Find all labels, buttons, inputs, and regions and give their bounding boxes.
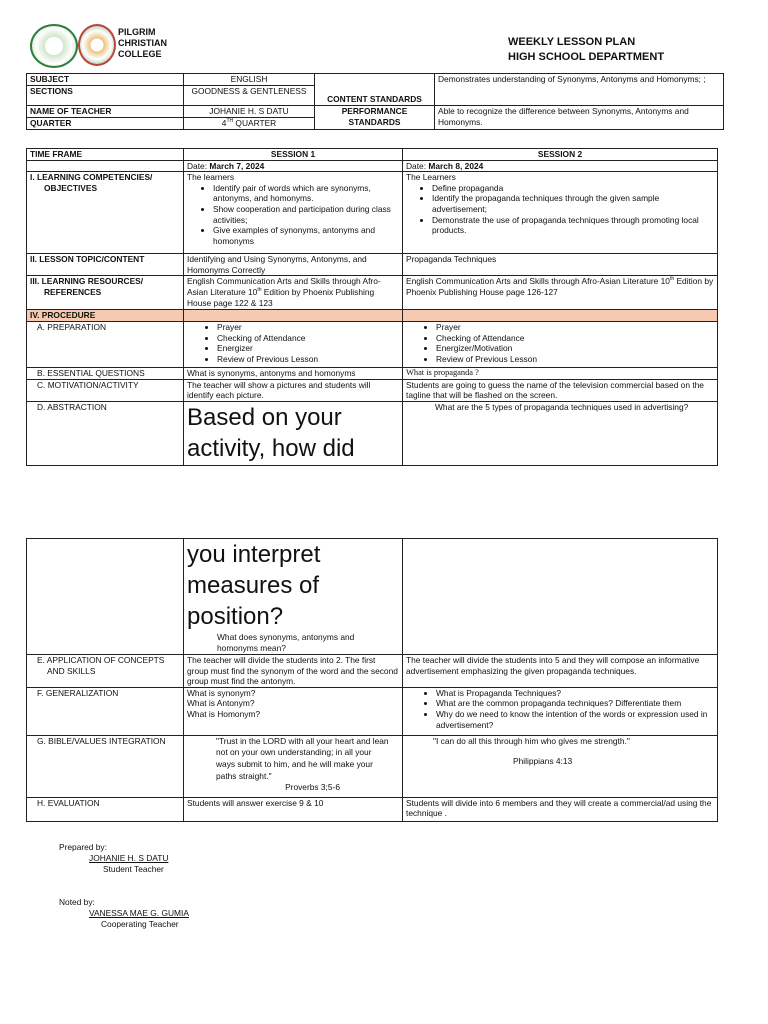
session2-bible-verse: "I can do all this through him who gives me strength." Philippians 4:13	[403, 735, 718, 797]
session1-objectives: The learners • Identify pair of words which are synonyms, antonyms, and homonyms. • Show cooperation and participation during class activities; • Give examples of synonyms, antonyms and homonyms	[184, 172, 403, 254]
application-label: E. APPLICATION OF CONCEPTS AND SKILLS	[27, 655, 184, 688]
procedure-empty-2	[403, 310, 718, 322]
essential-questions-label: B. ESSENTIAL QUESTIONS	[27, 367, 184, 379]
session1-essential-question: What is synonyms, antonyms and homonyms	[184, 367, 403, 379]
noted-by-block	[59, 897, 189, 930]
objectives-label: I. LEARNING COMPETENCIES/ OBJECTIVES	[27, 172, 184, 254]
session1-generalization: What is synonym? What is Antonym? What is Homonym?	[184, 687, 403, 735]
session1-bible-verse: "Trust in the LORD with all your heart and lean not on your own understanding; in all your ways submit to him, and he will make your paths straight." Proverbs 3;5-6	[184, 735, 403, 797]
noted-by-label: Noted by:	[59, 897, 95, 907]
evaluation-label: H. EVALUATION	[27, 797, 184, 821]
session1-evaluation: Students will answer exercise 9 & 10	[184, 797, 403, 821]
abstraction-label: D. ABSTRACTION	[27, 401, 184, 465]
quarter-label: QUARTER	[27, 118, 184, 130]
noted-by-name: VANESSA MAE G. GUMIA	[89, 908, 189, 918]
lesson-plan-table-continued	[26, 538, 718, 822]
topic-label: II. LESSON TOPIC/CONTENT	[27, 254, 184, 276]
procedure-label: IV. PROCEDURE	[27, 310, 184, 322]
session2-motivation: Students are going to guess the name of the television commercial based on the tagline that will be flashed on the screen.	[403, 379, 718, 401]
session1-topic: Identifying and Using Synonyms, Antonyms, and Homonyms Correctly	[184, 254, 403, 276]
session2-header: SESSION 2	[403, 149, 718, 161]
teacher-value: JOHANIE H. S DATU	[184, 106, 315, 118]
session2-topic: Propaganda Techniques	[403, 254, 718, 276]
session1-abstraction: Based on your activity, how did	[184, 401, 403, 465]
session2-abstraction: What are the 5 types of propaganda techniques used in advertising?	[403, 401, 718, 465]
sections-value: GOODNESS & GENTLENESS	[184, 86, 315, 106]
prepared-by-block	[59, 842, 168, 875]
teacher-label: NAME OF TEACHER	[27, 106, 184, 118]
bible-integration-label: G. BIBLE/VALUES INTEGRATION	[27, 735, 184, 797]
session1-preparation: • Prayer • Checking of Attendance • Energizer • Review of Previous Lesson	[184, 321, 403, 367]
date-empty-cell	[27, 160, 184, 172]
subject-value: ENGLISH	[184, 74, 315, 86]
quarter-value: 4TH QUARTER	[184, 118, 315, 130]
school-name: PILGRIM CHRISTIAN COLLEGE	[118, 27, 167, 59]
content-standards-label: CONTENT STANDARDS	[315, 74, 435, 106]
content-standards-value: Demonstrates understanding of Synonyms, Antonyms and Homonyms; ;	[435, 74, 724, 106]
session1-date: Date: March 7, 2024	[184, 160, 403, 172]
college-crest-logo	[78, 24, 116, 66]
sections-label: SECTIONS	[27, 86, 184, 106]
session2-date: Date: March 8, 2024	[403, 160, 718, 172]
session1-abstraction-continued: you interpret measures of position? What does synonyms, antonyms and homonyms mean?	[184, 539, 403, 655]
session2-generalization: • What is Propaganda Techniques? • What are the common propaganda techniques? Differentiate them • Why do we need to know the intention of the words or expression used in advertisement?	[403, 687, 718, 735]
session2-preparation: • Prayer • Checking of Attendance • Energizer/Motivation • Review of Previous Lesson	[403, 321, 718, 367]
info-table	[26, 73, 724, 130]
session2-objectives: The Learners • Define propaganda • Identify the propaganda techniques through the given sample advertisement; • Demonstrate the use of propaganda techniques through promoting local products.	[403, 172, 718, 254]
noted-by-role: Cooperating Teacher	[101, 919, 179, 929]
subject-label: SUBJECT	[27, 74, 184, 86]
performance-standards-value: Able to recognize the difference between Synonyms, Antonyms and Homonyms.	[435, 106, 724, 130]
prepared-by-role: Student Teacher	[103, 864, 164, 874]
session2-essential-question: What is propaganda ?	[403, 367, 718, 379]
performance-standards-label: PERFORMANCE STANDARDS	[315, 106, 435, 130]
session2-evaluation: Students will divide into 6 members and they will create a commercial/ad using the technique .	[403, 797, 718, 821]
lesson-plan-table	[26, 148, 718, 466]
session2-abstraction-continued	[403, 539, 718, 655]
session2-resources: English Communication Arts and Skills through Afro-Asian Literature 10th Edition by Phoenix Publishing House page 126-127	[403, 276, 718, 310]
abstraction-label-continued	[27, 539, 184, 655]
procedure-empty-1	[184, 310, 403, 322]
session1-motivation: The teacher will show a pictures and students will identify each picture.	[184, 379, 403, 401]
motivation-label: C. MOTIVATION/ACTIVITY	[27, 379, 184, 401]
preparation-label: A. PREPARATION	[27, 321, 184, 367]
prepared-by-name: JOHANIE H. S DATU	[89, 853, 169, 863]
prepared-by-label: Prepared by:	[59, 842, 107, 852]
plan-title: WEEKLY LESSON PLAN HIGH SCHOOL DEPARTMENT	[508, 36, 665, 63]
session1-application: The teacher will divide the students into 2. The first group must find the synonym of the word and the second group must find the antonym.	[184, 655, 403, 688]
session1-resources: English Communication Arts and Skills through Afro-Asian Literature 10th Edition by Phoenix Publishing House page 122 & 123	[184, 276, 403, 310]
session2-application: The teacher will divide the students into 5 and they will compose an informative advertisement emphasizing the given propaganda techniques.	[403, 655, 718, 688]
generalization-label: F. GENERALIZATION	[27, 687, 184, 735]
session1-header: SESSION 1	[184, 149, 403, 161]
time-frame-label: TIME FRAME	[27, 149, 184, 161]
school-seal-logo	[30, 24, 78, 68]
resources-label: III. LEARNING RESOURCES/ REFERENCES	[27, 276, 184, 310]
